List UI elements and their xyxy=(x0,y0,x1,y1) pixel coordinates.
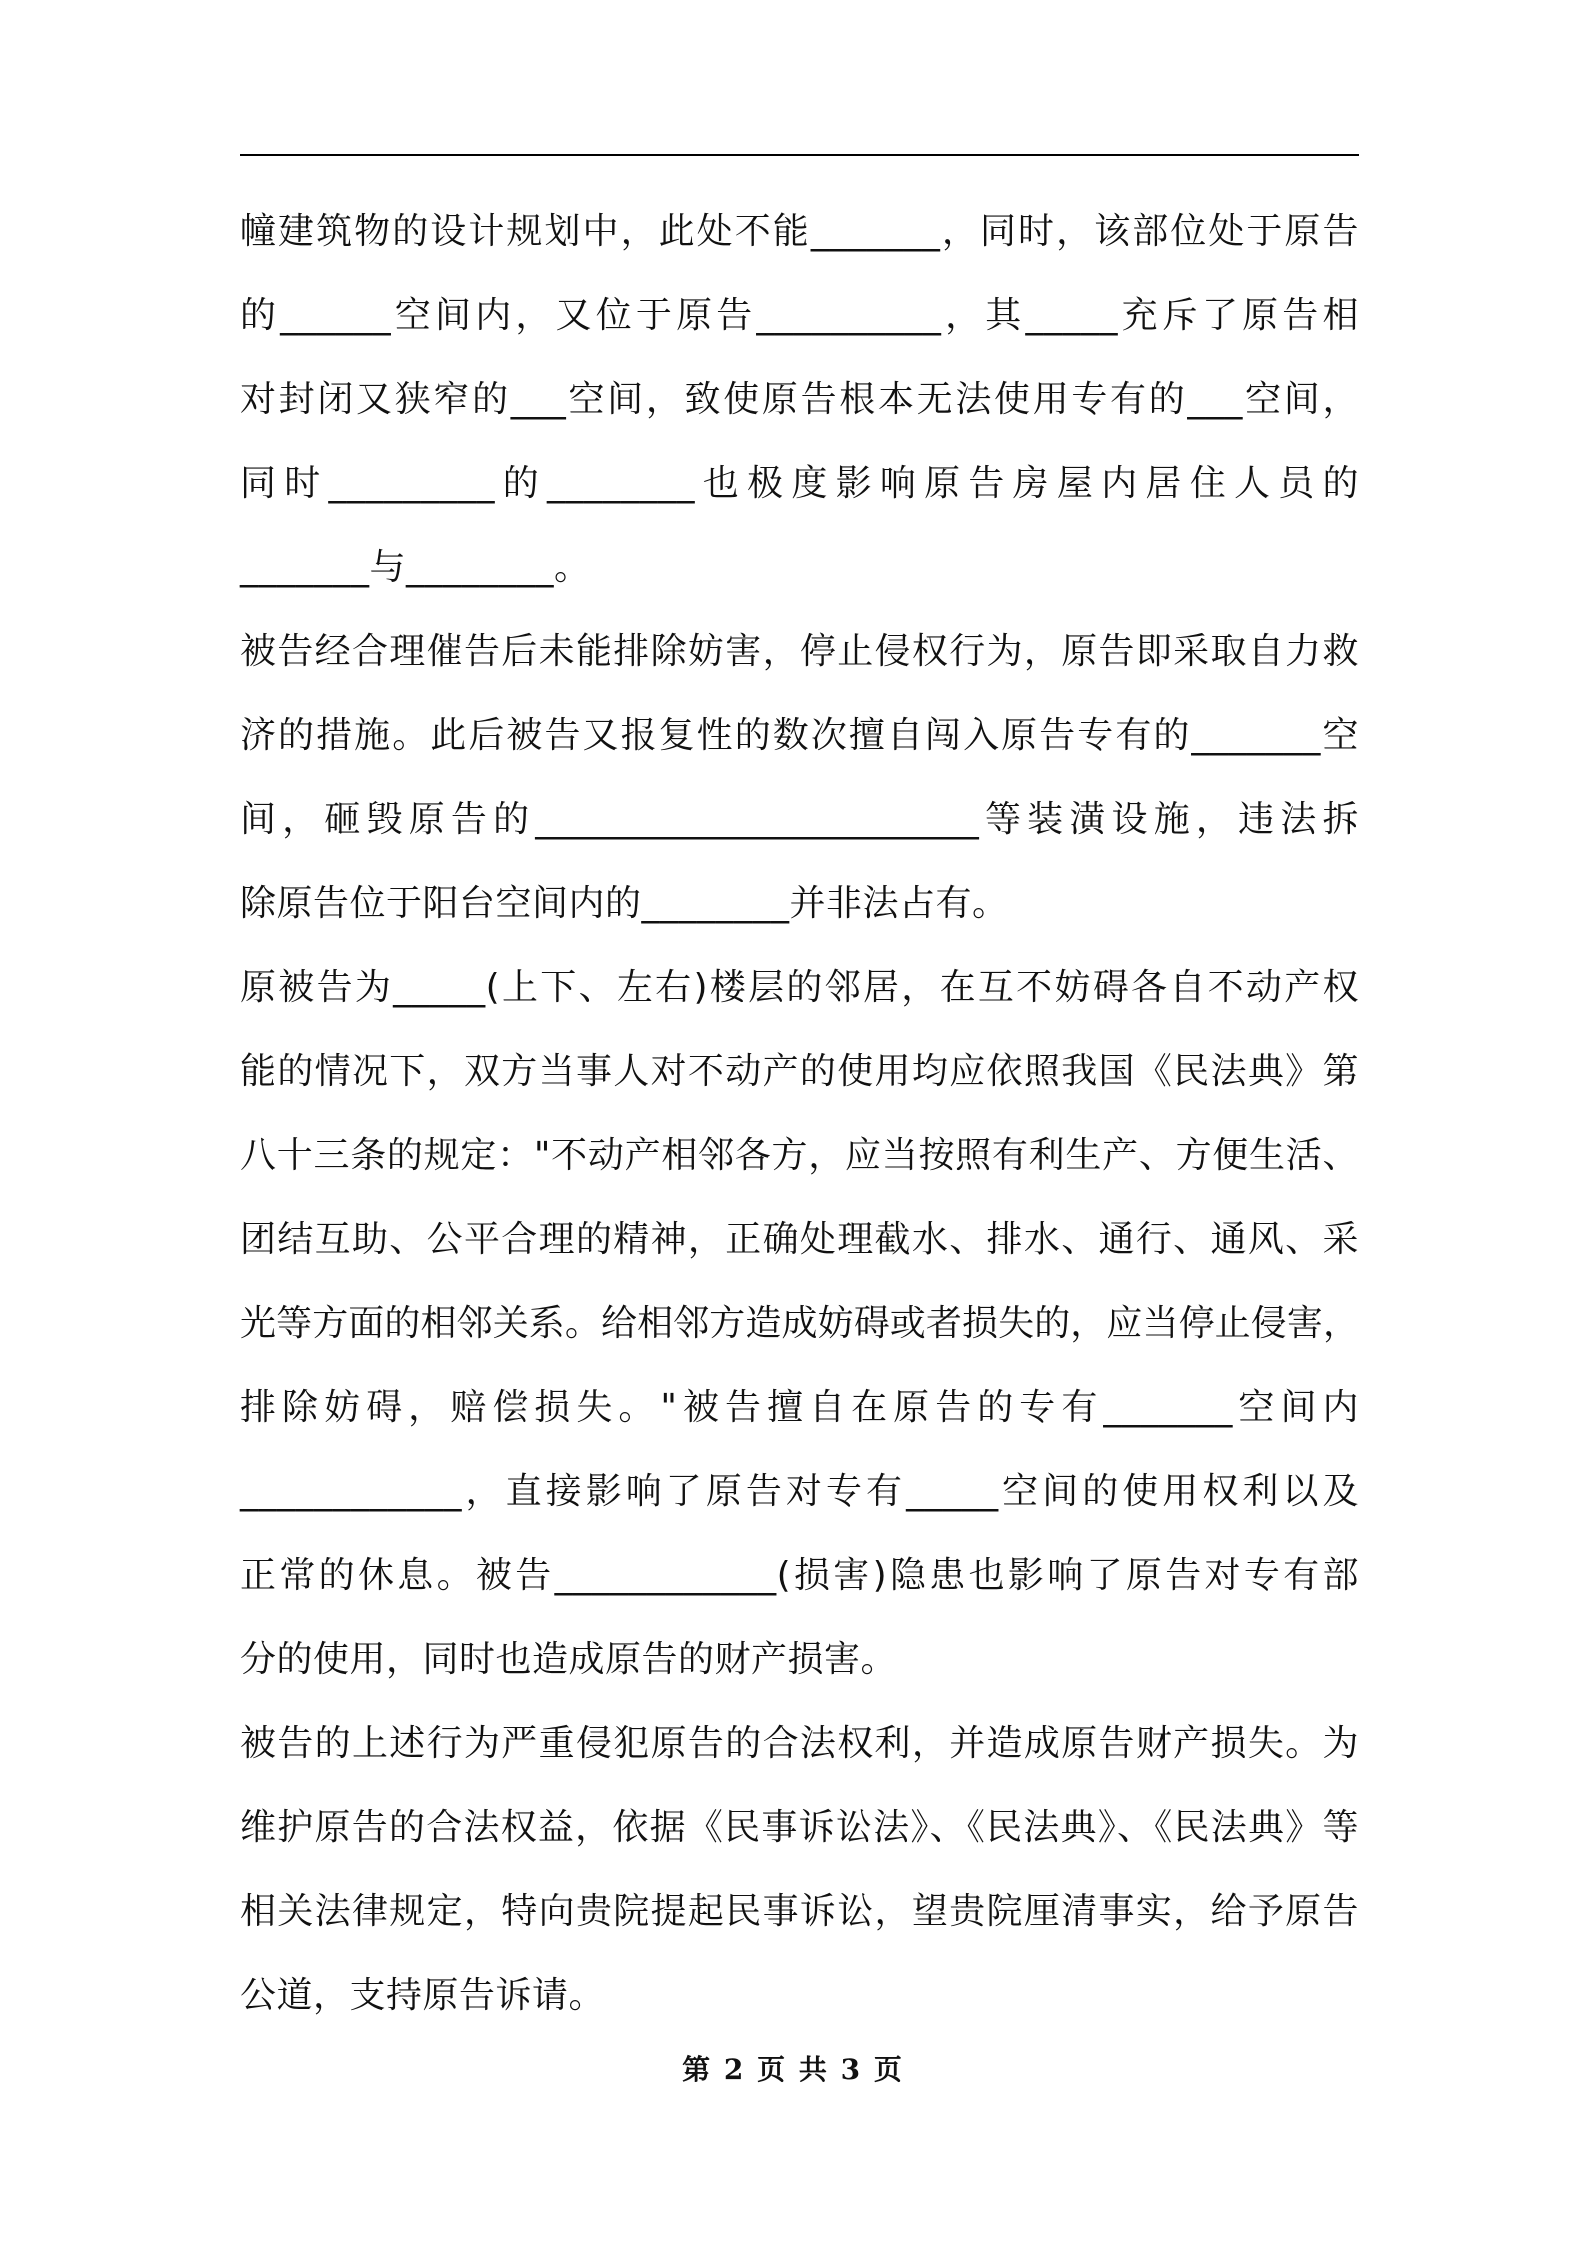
text-line: 维护原告的合法权益，依据《民事诉讼法》、《民法典》、《民法典》等 xyxy=(240,1807,1359,1848)
text-line: 能的情况下，双方当事人对不动产的使用均应依照我国《民法典》第 xyxy=(240,1051,1359,1092)
text-line: 分的使用，同时也造成原告的财产损害。 xyxy=(240,1639,898,1680)
text-line: 间，砸毁原告的________________________等装潢设施，违法拆 xyxy=(240,799,1359,840)
text-line: 光等方面的相邻关系。给相邻方造成妨碍或者损失的，应当停止侵害， xyxy=(240,1303,1359,1344)
text-line: 幢建筑物的设计规划中，此处不能_______，同时，该部位处于原告 xyxy=(240,211,1359,252)
text-line: 的______空间内，又位于原告__________，其_____充斥了原告相 xyxy=(240,295,1359,336)
text-line: 济的措施。此后被告又报复性的数次擅自闯入原告专有的_______空 xyxy=(240,715,1359,756)
text-line: 原被告为_____(上下、左右)楼层的邻居，在互不妨碍各自不动产权 xyxy=(240,967,1359,1008)
text-line: 同时_________的________也极度影响原告房屋内居住人员的 xyxy=(240,463,1359,504)
text-line: 被告经合理催告后未能排除妨害，停止侵权行为，原告即采取自力救 xyxy=(240,631,1359,672)
text-line: _______与________。 xyxy=(240,547,591,588)
text-line: 排除妨碍，赔偿损失。"被告擅自在原告的专有_______空间内 xyxy=(240,1387,1359,1428)
text-line: ____________，直接影响了原告对专有_____空间的使用权利以及 xyxy=(240,1471,1359,1512)
page-number-footer: 第 2 页 共 3 页 xyxy=(682,2053,904,2086)
text-line: 除原告位于阳台空间内的________并非法占有。 xyxy=(240,883,1009,924)
text-line: 八十三条的规定："不动产相邻各方，应当按照有利生产、方便生活、 xyxy=(240,1135,1359,1176)
header-rule xyxy=(240,154,1359,156)
text-line: 团结互助、公平合理的精神，正确处理截水、排水、通行、通风、采 xyxy=(240,1219,1359,1260)
text-line: 对封闭又狭窄的___空间，致使原告根本无法使用专有的___空间， xyxy=(240,379,1359,420)
text-line: 相关法律规定，特向贵院提起民事诉讼，望贵院厘清事实，给予原告 xyxy=(240,1891,1359,1932)
text-line: 被告的上述行为严重侵犯原告的合法权利，并造成原告财产损失。为 xyxy=(240,1723,1359,1764)
text-line: 正常的休息。被告____________(损害)隐患也影响了原告对专有部 xyxy=(240,1555,1359,1596)
document-body xyxy=(240,190,1359,2038)
text-line: 公道，支持原告诉请。 xyxy=(240,1975,606,2016)
